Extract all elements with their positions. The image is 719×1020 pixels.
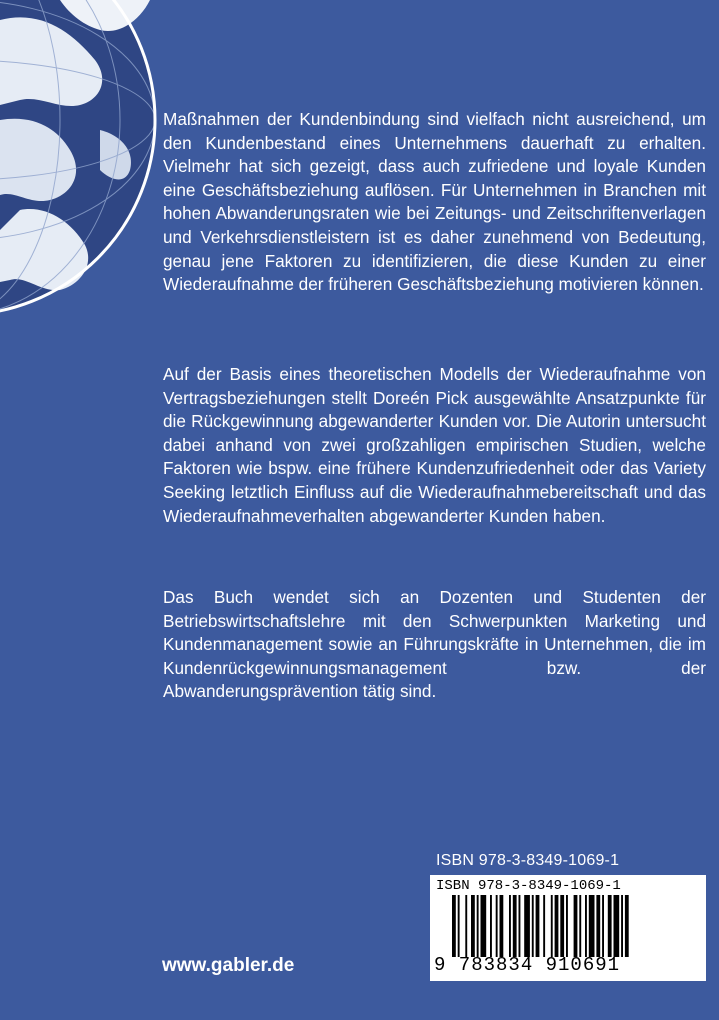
barcode-bar xyxy=(560,895,564,957)
barcode-bar xyxy=(585,895,587,957)
barcode-bar xyxy=(513,895,517,957)
barcode-isbn-label: ISBN 978-3-8349-1069-1 xyxy=(436,878,621,894)
globe-illustration xyxy=(0,0,160,318)
barcode-bar xyxy=(458,895,460,957)
description-paragraph-1 xyxy=(163,108,706,297)
barcode-bar xyxy=(551,895,553,957)
barcode-bar xyxy=(452,895,456,957)
barcode-bar xyxy=(465,895,467,957)
barcode-bar xyxy=(608,895,612,957)
isbn-label: ISBN 978-3-8349-1069-1 xyxy=(436,852,620,869)
barcode-bar xyxy=(536,895,540,957)
barcode-bar xyxy=(589,895,595,957)
description-paragraph-3 xyxy=(163,586,706,704)
barcode-bar xyxy=(481,895,487,957)
barcode-bar xyxy=(532,895,534,957)
barcode-bar xyxy=(596,895,600,957)
barcode-bar xyxy=(543,895,545,957)
barcode-digits: 9 783834 910691 xyxy=(434,954,621,976)
barcode-bar xyxy=(500,895,504,957)
barcode-bar xyxy=(555,895,559,957)
paragraph-text: Das Buch wendet sich an Dozenten und Studenten der Betriebswirtschaftslehre mit den Schwerpunkten Marketing und Kundenmanagement sowie an Führungskräfte in Unternehmen, die im Kundenrückgewinnungsmanagement bzw. der Abwanderungsprävention tätig sind. xyxy=(163,587,706,702)
barcode-bar xyxy=(509,895,511,957)
barcode-bar xyxy=(477,895,479,957)
barcode-bar xyxy=(519,895,521,957)
barcode-bar xyxy=(496,895,498,957)
barcode-bar xyxy=(566,895,568,957)
barcode-bars xyxy=(452,895,688,957)
paragraph-text: Auf der Basis eines theoretischen Modells der Wiederaufnahme von Vertragsbeziehungen stellt Doreén Pick ausgewählte Ansatzpunkte für die Rückgewinnung abgewanderter Kunden vor. Die Autorin untersucht dabei anhand von zwei großzahligen empirischen Studien, welche Faktoren wie bspw. eine frühere Kundenzufriedenheit oder das Variety Seeking letztlich Einfluss auf die Wiederaufnahmebereitschaft und das Wiederaufnahmeverhalten abgewanderter Kunden haben. xyxy=(163,364,706,526)
publisher-website: www.gabler.de xyxy=(162,955,295,976)
barcode xyxy=(430,875,706,981)
barcode-bar xyxy=(621,895,623,957)
barcode-bar xyxy=(625,895,629,957)
barcode-bar xyxy=(614,895,620,957)
barcode-bar xyxy=(579,895,581,957)
paragraph-text: Maßnahmen der Kundenbindung sind vielfach nicht ausreichend, um den Kundenbestand eines Unternehmens dauerhaft zu erhalten. Vielmehr hat sich gezeigt, dass auch zufriedene und loyale Kunden eine Geschäftsbeziehung auflösen. Für Unternehmen in Branchen mit hohen Abwanderungsraten wie bei Zeitungs- und Zeitschriftenverlagen und Verkehrsdienstleistern ist es daher zunehmend von Bedeutung, genau jene Faktoren zu identifizieren, die diese Kunden zu einer Wiederaufnahme der früheren Geschäftsbeziehung motivieren können. xyxy=(163,109,706,295)
barcode-bar xyxy=(471,895,475,957)
description-paragraph-2 xyxy=(163,363,706,528)
barcode-bar xyxy=(574,895,578,957)
barcode-bar xyxy=(524,895,530,957)
barcode-bar xyxy=(602,895,604,957)
barcode-bar xyxy=(490,895,492,957)
